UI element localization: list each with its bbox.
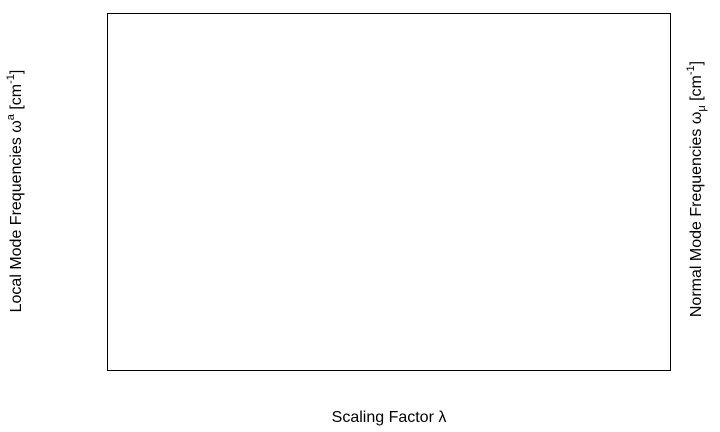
y-axis-label-superscript: a	[5, 114, 17, 121]
y2-axis-label-subscript: μ	[696, 105, 708, 112]
y-axis-label	[5, 70, 25, 313]
y-axis-label-prefix: Local Mode Frequencies ω	[8, 120, 25, 313]
plot-area-frame	[108, 14, 671, 371]
y-axis-label-mid: [cm	[8, 83, 25, 115]
y-axis-label-unit-superscript: -1	[5, 74, 17, 84]
y2-axis-label-unit-superscript: -1	[685, 65, 697, 76]
y2-axis-label-suffix: ]	[688, 60, 705, 66]
x-axis-label: Scaling Factor λ	[331, 409, 447, 426]
y2-axis-label-mid: [cm	[688, 75, 705, 106]
y2-axis-label-prefix: Normal Mode Frequencies ω	[688, 111, 705, 318]
y-axis-label-suffix: ]	[8, 69, 25, 75]
y2-axis-label	[685, 61, 708, 317]
